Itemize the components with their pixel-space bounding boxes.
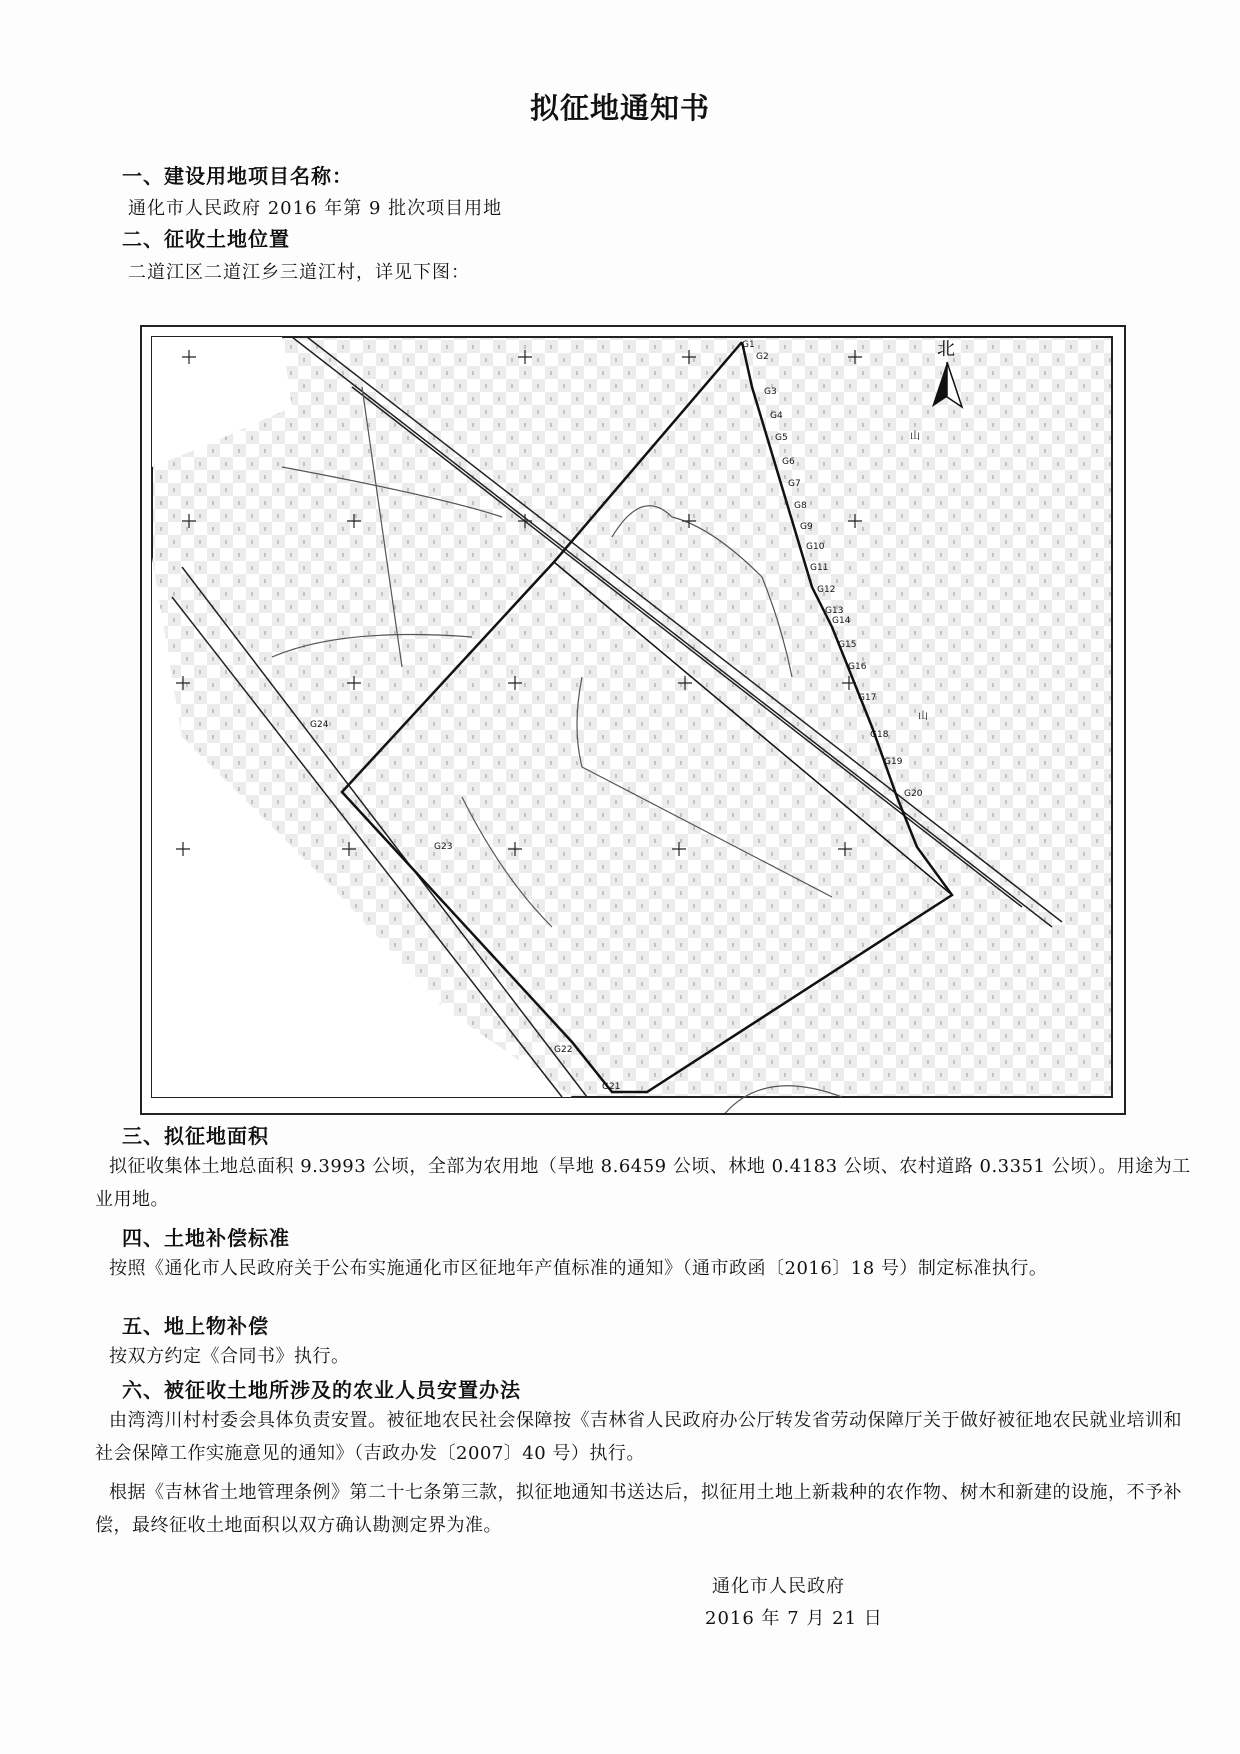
mountain-label-2: 山 (918, 711, 928, 722)
section-4-text: 按照《通化市人民政府关于公布实施通化市区征地年产值标准的通知》（通市政函〔2016〕18 号）制定标准执行。 (109, 1258, 1048, 1279)
point-label: G22 (554, 1045, 573, 1055)
point-label: G16 (848, 662, 867, 672)
map-drawing (142, 327, 1124, 1113)
section-6-text: 由湾湾川村村委会具体负责安置。被征地农民社会保障按《吉林省人民政府办公厅转发省劳动保障厅关于做好被征地农民就业培训和社会保障工作实施意见的通知》（吉政办发〔2007〕40 号）执行。 (95, 1410, 1182, 1464)
north-label: 北 (937, 339, 955, 360)
section-5-heading: 五、地上物补偿 (122, 1314, 269, 1338)
section-2-heading: 二、征收土地位置 (122, 227, 290, 251)
section-3-heading: 三、拟征地面积 (122, 1124, 269, 1148)
point-label: G5 (775, 433, 788, 443)
point-label: G10 (806, 542, 825, 552)
point-label: G14 (832, 616, 851, 626)
point-label: G24 (310, 720, 329, 730)
section-4-heading: 四、土地补偿标准 (122, 1226, 290, 1250)
point-label: G11 (810, 563, 829, 573)
document-title: 拟征地通知书 (529, 91, 710, 125)
section-5-text: 按双方约定《合同书》执行。 (109, 1346, 350, 1367)
section-6-heading: 六、被征收土地所涉及的农业人员安置办法 (122, 1378, 521, 1402)
point-label: G23 (434, 842, 453, 852)
point-label: G13 (825, 606, 844, 616)
mountain-label: 山 (910, 431, 920, 442)
point-label: G1 (742, 340, 755, 350)
point-label: G7 (788, 479, 801, 489)
point-label: G12 (817, 585, 836, 595)
point-label: G9 (800, 522, 813, 532)
section-2-text: 二道江区二道江乡三道江村，详见下图： (128, 262, 470, 283)
point-label: G17 (858, 693, 877, 703)
point-label: G8 (794, 501, 807, 511)
section-3-text: 拟征收集体土地总面积 9.3993 公顷，全部为农用地（旱地 8.6459 公顷、林地 0.4183 公顷、农村道路 0.3351 公顷）。用途为工业用地。 (95, 1156, 1191, 1210)
point-label: G18 (870, 730, 889, 740)
point-label: G20 (904, 789, 923, 799)
point-label: G6 (782, 457, 795, 467)
point-label: G19 (884, 757, 903, 767)
section-1-heading: 一、建设用地项目名称： (122, 164, 353, 188)
point-label: G2 (756, 352, 769, 362)
section-7-text: 根据《吉林省土地管理条例》第二十七条第三款，拟征地通知书送达后，拟征用土地上新栽种的农作物、树木和新建的设施，不予补偿，最终征收土地面积以双方确认勘测定界为准。 (95, 1482, 1182, 1536)
point-label: G15 (838, 640, 857, 650)
section-1-text: 通化市人民政府 2016 年第 9 批次项目用地 (128, 198, 503, 219)
point-label: G21 (602, 1082, 621, 1092)
land-location-map (140, 325, 1126, 1115)
point-label: G4 (770, 411, 783, 421)
signing-authority: 通化市人民政府 (712, 1576, 845, 1597)
point-label: G3 (764, 387, 777, 397)
signing-date: 2016 年 7 月 21 日 (705, 1608, 883, 1629)
